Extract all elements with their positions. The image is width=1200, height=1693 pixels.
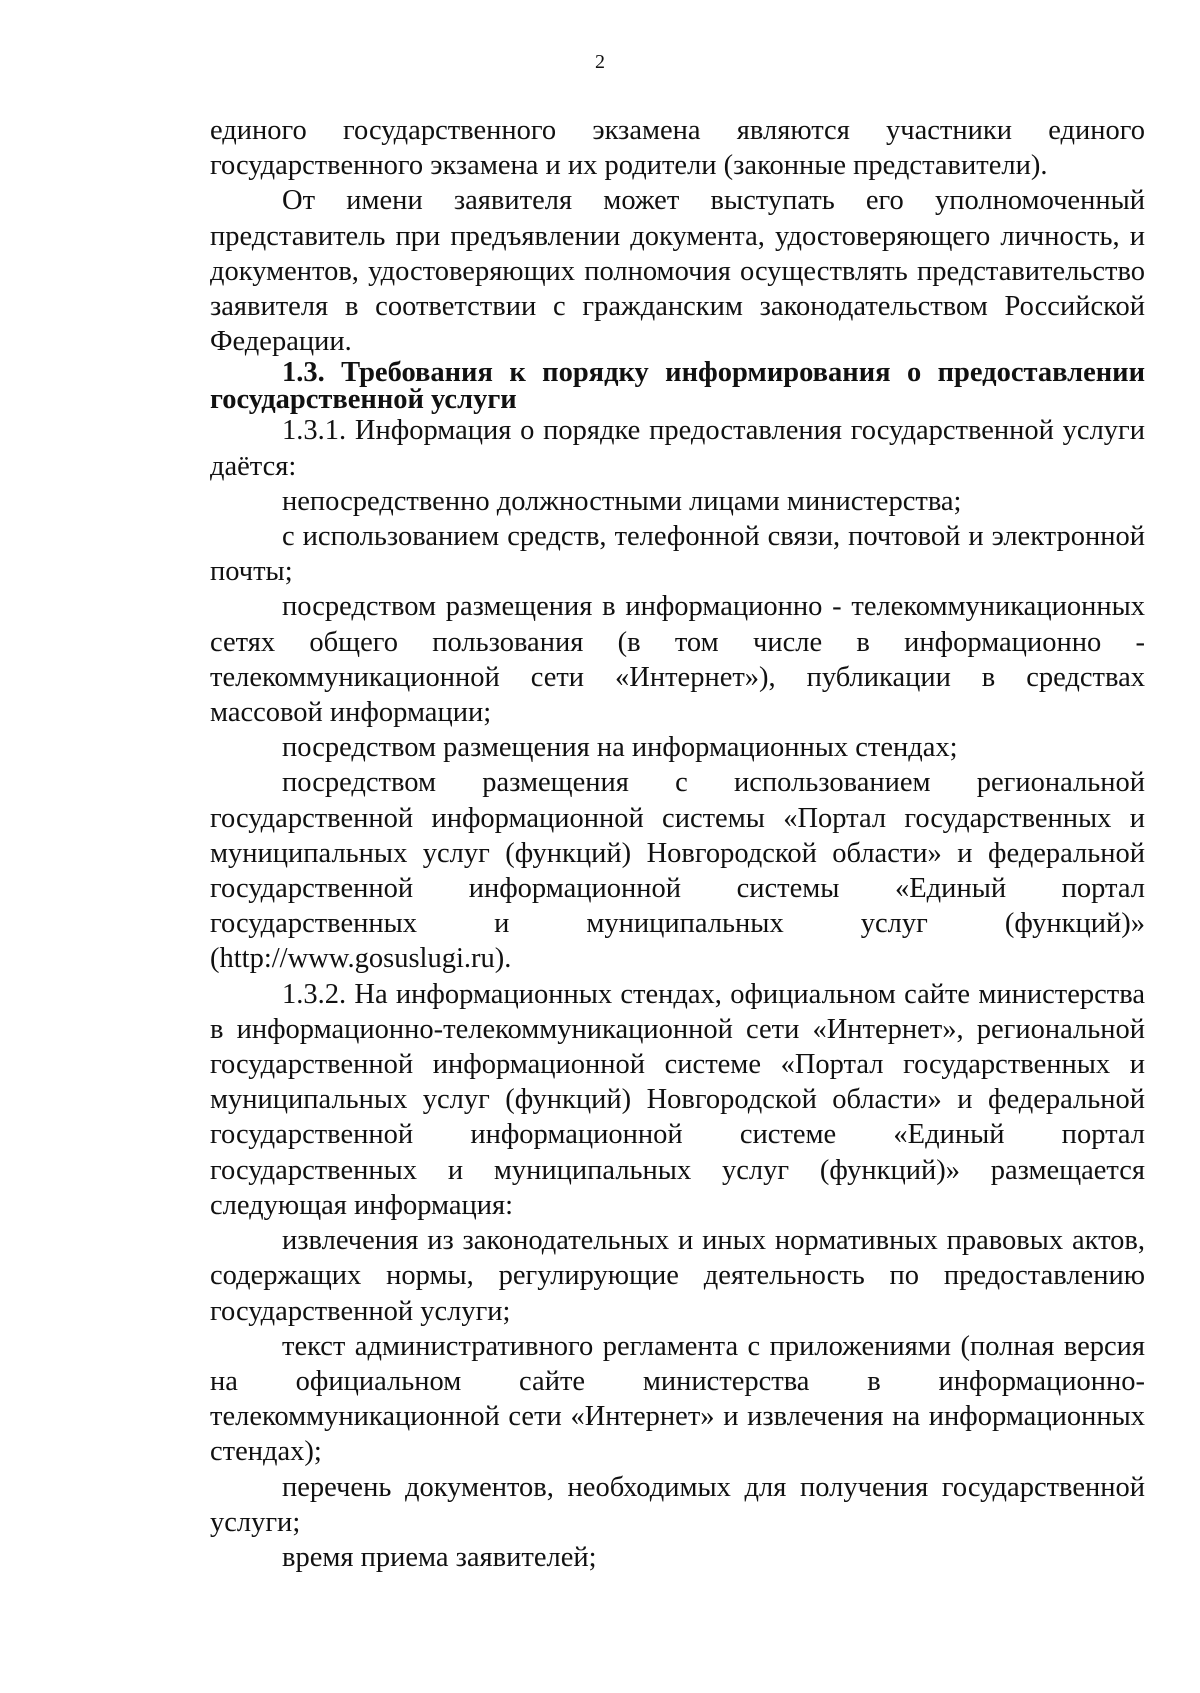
page-number: 2 <box>595 51 605 73</box>
paragraph-11: текст административного регламента с приложениями (полная версия на официальном сайте министерства в информационно-телекоммуникационной сети «Интернет» и извлечения на информационных стендах); <box>210 1330 1145 1468</box>
paragraph-10: извлечения из законодательных и иных нормативных правовых актов, содержащих нормы, регулирующие деятельность по предоставлению государственной услуги; <box>210 1225 1145 1327</box>
paragraph-12: перечень документов, необходимых для получения государственной услуги; <box>210 1471 1145 1538</box>
paragraph-3: 1.3.1. Информация о порядке предоставления государственной услуги даётся: <box>210 415 1145 482</box>
paragraph-9: 1.3.2. На информационных стендах, официальном сайте министерства в информационно-телекоммуникационной сети «Интернет», региональной государственной информационной системе «Портал государственных и муниципальных услуг (функций) Новгородской области» и федеральной государственной информационной системе «Единый портал государственных и муниципальных услуг (функций)» размещается следующая информация: <box>210 978 1145 1221</box>
paragraph-2: От имени заявителя может выступать его уполномоченный представитель при предъявлении документа, удостоверяющего личность, и документов, удостоверяющих полномочия осуществлять представительство заявителя в соответствии с гражданским законодательством Российской Федерации. <box>210 185 1145 358</box>
paragraph-7: посредством размещения на информационных стендах; <box>282 732 958 764</box>
document-body <box>210 113 1145 1575</box>
section-heading: 1.3. Требования к порядку информирования о предоставлении государственной услуги <box>210 357 1145 416</box>
paragraph-1: единого государственного экзамена являются участники единого государственного экзамена и их родители (законные представители). <box>210 115 1145 182</box>
paragraph-13: время приема заявителей; <box>282 1541 597 1573</box>
paragraph-5: с использованием средств, телефонной связи, почтовой и электронной почты; <box>210 521 1145 588</box>
paragraph-4: непосредственно должностными лицами министерства; <box>282 485 962 517</box>
paragraph-8: посредством размещения с использованием региональной государственной информационной системы «Портал государственных и муниципальных услуг (функций) Новгородской области» и федеральной государственной информационной системы «Единый портал государственных и муниципальных услуг (функций)» (http://www.gosuslugi.ru). <box>210 767 1145 975</box>
paragraph-6: посредством размещения в информационно - телекоммуникационных сетях общего пользования (в том числе в информационно - телекоммуникационной сети «Интернет»), публикации в средствах массовой информации; <box>210 591 1145 729</box>
